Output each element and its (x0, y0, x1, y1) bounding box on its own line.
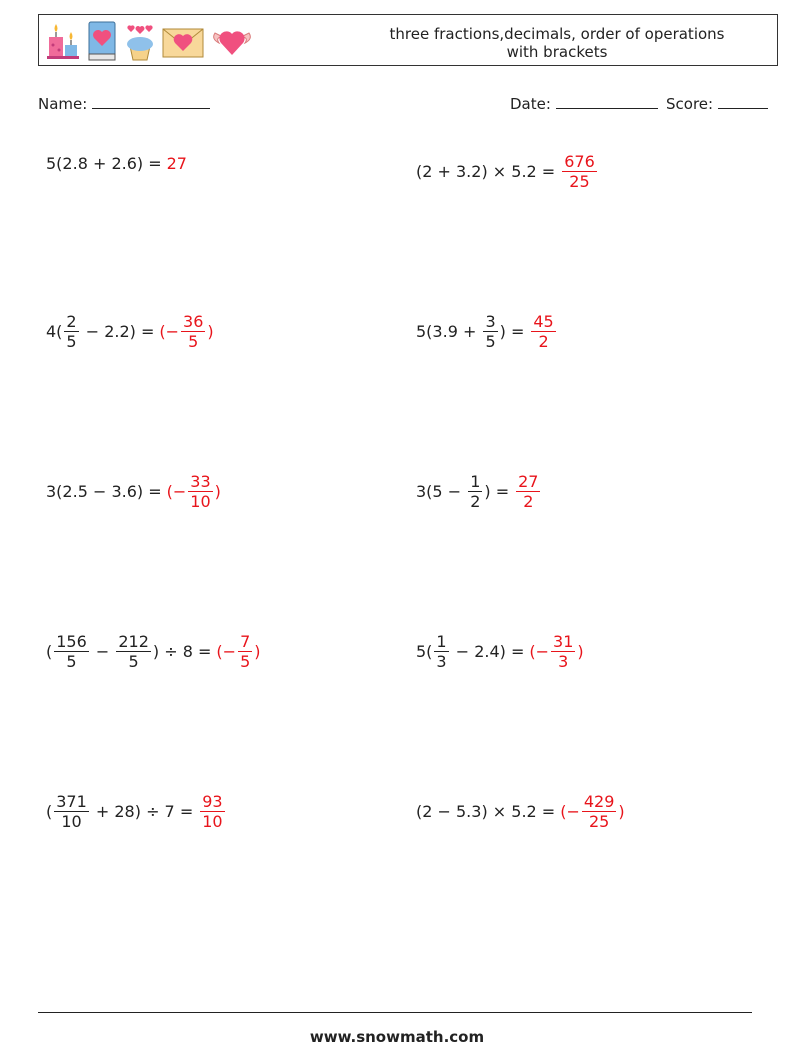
answer-denominator: 25 (588, 811, 610, 831)
footer-divider (38, 1012, 752, 1013)
operand-numerator: 3 (485, 311, 496, 331)
answer-denominator: 2 (538, 331, 549, 351)
answer-suffix: ) (577, 641, 584, 661)
date-blank[interactable] (556, 94, 658, 109)
candles-icon (45, 21, 81, 61)
expression-prefix: ( (46, 641, 53, 661)
expression-suffix: − 2.4) = (450, 641, 525, 661)
operand-numerator: 371 (56, 791, 87, 811)
expression-prefix: 5(3.9 + (416, 321, 482, 341)
operand-fraction-2 (116, 632, 151, 671)
operand-denominator: 2 (470, 491, 481, 511)
answer-fraction (200, 792, 224, 831)
expression-prefix: ( (46, 801, 53, 821)
name-blank[interactable] (92, 94, 210, 109)
expression-suffix: + 28) ÷ 7 = (90, 801, 194, 821)
answer-denominator: 2 (523, 491, 534, 511)
name-label: Name: (38, 95, 88, 113)
answer-prefix: (− (560, 801, 580, 821)
answer-fraction (181, 312, 205, 351)
expression-suffix: − 2.2) = (80, 321, 155, 341)
answer-suffix: ) (214, 481, 221, 501)
answer-suffix: ) (254, 641, 261, 661)
expression-prefix: 5( (416, 641, 433, 661)
problem-10 (416, 786, 625, 836)
answer-fraction (582, 792, 617, 831)
heart-cupcake-icon (123, 20, 157, 62)
operand-fraction-1 (54, 632, 89, 671)
date-label: Date: (510, 95, 551, 113)
operand-denominator: 5 (485, 331, 496, 351)
love-letter-icon (161, 21, 205, 61)
answer-fraction (562, 152, 597, 191)
answer-prefix: (− (159, 321, 180, 341)
expression-operator: − (90, 641, 115, 661)
answer-prefix: (− (529, 641, 550, 661)
answer-fraction (531, 312, 555, 351)
expression-suffix: ) ÷ 8 = (152, 641, 212, 661)
worksheet-header (38, 14, 778, 66)
answer-fraction (516, 472, 540, 511)
answer-fraction (551, 632, 575, 671)
answer-denominator: 10 (202, 811, 223, 831)
operand-numerator: 2 (66, 311, 77, 331)
answer-numerator: 27 (518, 471, 539, 491)
answer-suffix: ) (207, 321, 214, 341)
expression-suffix: ) = (484, 481, 510, 501)
answer-denominator: 5 (240, 651, 251, 671)
problem-1 (46, 138, 187, 188)
problem-5 (46, 466, 221, 516)
winged-heart-icon (209, 21, 255, 61)
operand-fraction (434, 632, 448, 671)
operand-numerator: 1 (470, 471, 481, 491)
operand-numerator: 1 (436, 631, 447, 651)
problem-8 (416, 626, 584, 676)
score-label: Score: (666, 95, 714, 113)
expression-suffix: ) = (499, 321, 525, 341)
problem-3 (46, 306, 214, 356)
answer-numerator: 676 (564, 151, 595, 171)
problem-4 (416, 306, 558, 356)
answer-denominator: 5 (188, 331, 199, 351)
score-blank[interactable] (718, 94, 768, 109)
name-field (38, 94, 210, 113)
answer-numerator: 36 (183, 311, 204, 331)
answer-numerator: 45 (533, 311, 554, 331)
problem-expression: (2 + 3.2) × 5.2 = (416, 161, 556, 181)
answer-numerator: 429 (583, 791, 615, 811)
expression-prefix: 3(5 − (416, 481, 467, 501)
answer-fraction (188, 472, 212, 511)
answer-fraction (238, 632, 252, 671)
answer-prefix: (− (166, 481, 187, 501)
problem-6 (416, 466, 542, 516)
header-icons (45, 19, 255, 63)
problem-7 (46, 626, 261, 676)
answer-denominator: 25 (569, 171, 590, 191)
operand-fraction (64, 312, 78, 351)
problem-expression: (2 − 5.3) × 5.2 = (416, 801, 556, 821)
title-line-2: with brackets (506, 43, 608, 61)
problem-9 (46, 786, 227, 836)
problem-2 (416, 146, 599, 196)
worksheet-title (347, 25, 767, 61)
love-book-icon (85, 20, 119, 62)
operand-fraction (54, 792, 89, 831)
score-field (666, 94, 768, 113)
answer-denominator: 10 (190, 491, 211, 511)
expression-prefix: 4( (46, 321, 63, 341)
answer-numerator: 7 (240, 631, 251, 651)
operand-denominator: 3 (436, 651, 447, 671)
problem-answer: 27 (166, 153, 187, 173)
operand-fraction (468, 472, 482, 511)
operand-denominator: 5 (66, 651, 77, 671)
operand-denominator: 5 (66, 331, 77, 351)
operand-numerator: 212 (118, 631, 149, 651)
answer-denominator: 3 (558, 651, 569, 671)
answer-suffix: ) (618, 801, 625, 821)
operand-denominator: 10 (61, 811, 82, 831)
title-line-1: three fractions,decimals, order of operations (389, 25, 725, 43)
answer-numerator: 93 (202, 791, 223, 811)
problem-expression: 5(2.8 + 2.6) = (46, 153, 162, 173)
footer-url[interactable]: www.snowmath.com (309, 1028, 485, 1046)
answer-numerator: 31 (553, 631, 574, 651)
date-field (510, 94, 658, 113)
problem-expression: 3(2.5 − 3.6) = (46, 481, 162, 501)
operand-fraction (483, 312, 497, 351)
answer-numerator: 33 (190, 471, 211, 491)
answer-prefix: (− (216, 641, 237, 661)
operand-denominator: 5 (128, 651, 139, 671)
operand-numerator: 156 (56, 631, 87, 651)
